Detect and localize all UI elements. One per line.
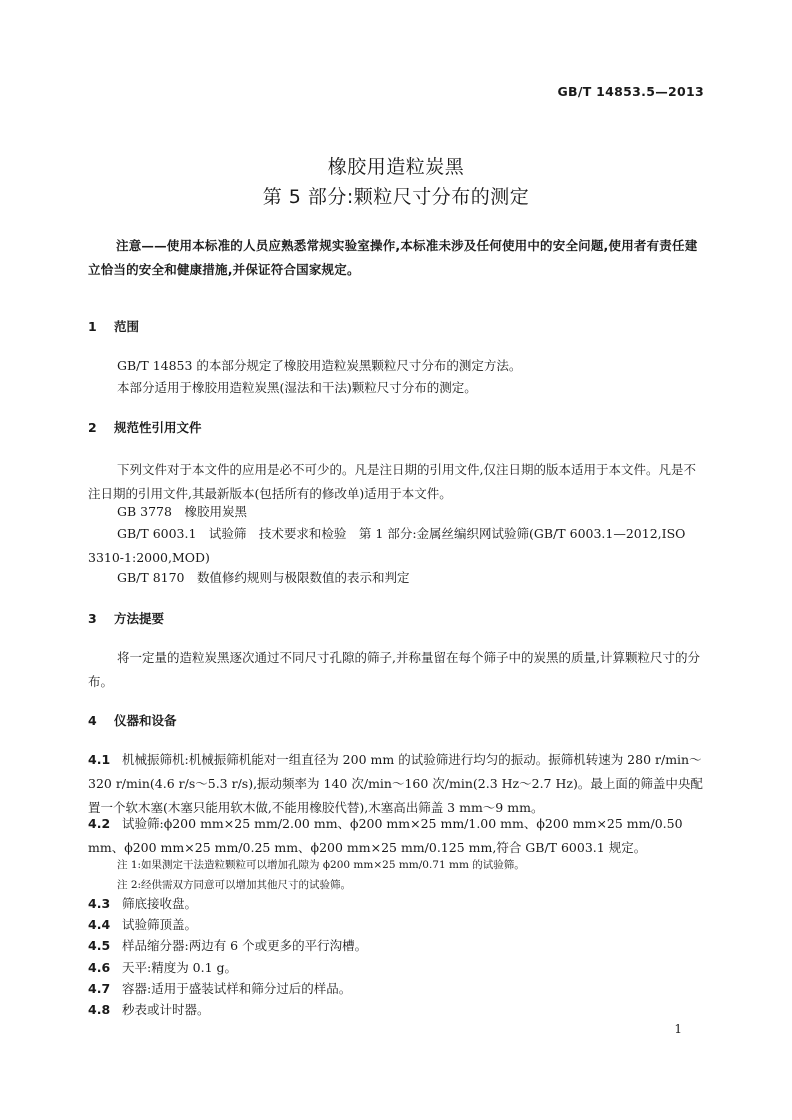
note-2: 注 2:经供需双方同意可以增加其他尺寸的试验筛。 <box>117 879 352 891</box>
reference-gb3778: GB 3778 橡胶用炭黑 <box>117 504 247 519</box>
section-number: 2 <box>88 420 97 435</box>
section-number: 4 <box>88 713 97 728</box>
section-4-heading <box>88 711 177 729</box>
section-title: 范围 <box>114 319 140 334</box>
item-4-8 <box>88 998 704 1022</box>
item-number: 4.4 <box>88 917 111 932</box>
section-1-paragraph-1: GB/T 14853 的本部分规定了橡胶用造粒炭黑颗粒尺寸分布的测定方法。 <box>117 358 522 373</box>
section-2-heading <box>88 418 202 436</box>
item-number: 4.7 <box>88 981 111 996</box>
safety-notice: 注意——使用本标准的人员应熟悉常规实验室操作,本标准未涉及任何使用中的安全问题,使用者有责任建立恰当的安全和健康措施,并保证符合国家规定。 <box>88 238 698 277</box>
item-4-5 <box>88 934 704 958</box>
section-3-paragraph-1: 将一定量的造粒炭黑逐次通过不同尺寸孔隙的筛子,并称量留在每个筛子中的炭黑的质量,计算颗粒尺寸的分布。 <box>88 650 700 689</box>
item-number: 4.1 <box>88 752 111 767</box>
item-4-2 <box>88 812 704 860</box>
page-number: 1 <box>674 1022 682 1036</box>
item-number: 4.2 <box>88 816 111 831</box>
title-line-2: 第 5 部分:颗粒尺寸分布的测定 <box>262 186 530 208</box>
reference-gbt8170: GB/T 8170 数值修约规则与极限数值的表示和判定 <box>117 570 410 585</box>
section-number: 3 <box>88 611 97 626</box>
standard-code: GB/T 14853.5—2013 <box>557 84 704 99</box>
reference-gbt6003-1: GB/T 6003.1 试验筛 技术要求和检验 第 1 部分:金属丝编织网试验筛(GB/T 6003.1—2012,ISO 3310-1:2000,MOD) <box>88 526 686 565</box>
item-number: 4.5 <box>88 938 111 953</box>
item-text: 试验筛:ϕ200 mm×25 mm/2.00 mm、ϕ200 mm×25 mm/1.00 mm、ϕ200 mm×25 mm/0.50 mm、ϕ200 mm×25 mm/0.25 mm、ϕ200 mm×25 mm/0.125 mm,符合 GB/T 6003.1 规定。 <box>88 816 683 855</box>
section-title: 方法提要 <box>114 611 165 626</box>
item-text: 样品缩分器:两边有 6 个或更多的平行沟槽。 <box>122 938 368 953</box>
section-title: 仪器和设备 <box>114 713 177 728</box>
section-1-paragraph-2: 本部分适用于橡胶用造粒炭黑(湿法和干法)颗粒尺寸分布的测定。 <box>117 380 477 395</box>
item-number: 4.3 <box>88 896 111 911</box>
section-2-paragraph-1: 下列文件对于本文件的应用是必不可少的。凡是注日期的引用文件,仅注日期的版本适用于本文件。凡是不注日期的引用文件,其最新版本(包括所有的修改单)适用于本文件。 <box>88 462 696 501</box>
item-text: 筛底接收盘。 <box>122 896 198 911</box>
item-number: 4.8 <box>88 1002 111 1017</box>
item-number: 4.6 <box>88 960 111 975</box>
item-text: 试验筛顶盖。 <box>122 917 198 932</box>
item-text: 容器:适用于盛装试样和筛分过后的样品。 <box>122 981 352 996</box>
section-1-heading <box>88 317 139 335</box>
section-number: 1 <box>88 319 97 334</box>
item-text: 秒表或计时器。 <box>122 1002 210 1017</box>
note-1: 注 1:如果测定干法造粒颗粒可以增加孔隙为 ϕ200 mm×25 mm/0.71 mm 的试验筛。 <box>117 859 525 871</box>
item-text: 天平:精度为 0.1 g。 <box>122 960 238 975</box>
item-4-1 <box>88 748 704 820</box>
title-line-1: 橡胶用造粒炭黑 <box>327 156 465 178</box>
item-text: 机械振筛机:机械振筛机能对一组直径为 200 mm 的试验筛进行均匀的振动。振筛机转速为 280 r/min～320 r/min(4.6 r/s～5.3 r/s),振动频率为 140 次/min～160 次/min(2.3 Hz～2.7 Hz)。最上面的筛盖中央配置一个软木塞(木塞只能用软木做,不能用橡胶代替),木塞高出筛盖 3 mm～9 mm。 <box>88 752 703 815</box>
section-3-heading <box>88 609 164 627</box>
section-title: 规范性引用文件 <box>114 420 202 435</box>
